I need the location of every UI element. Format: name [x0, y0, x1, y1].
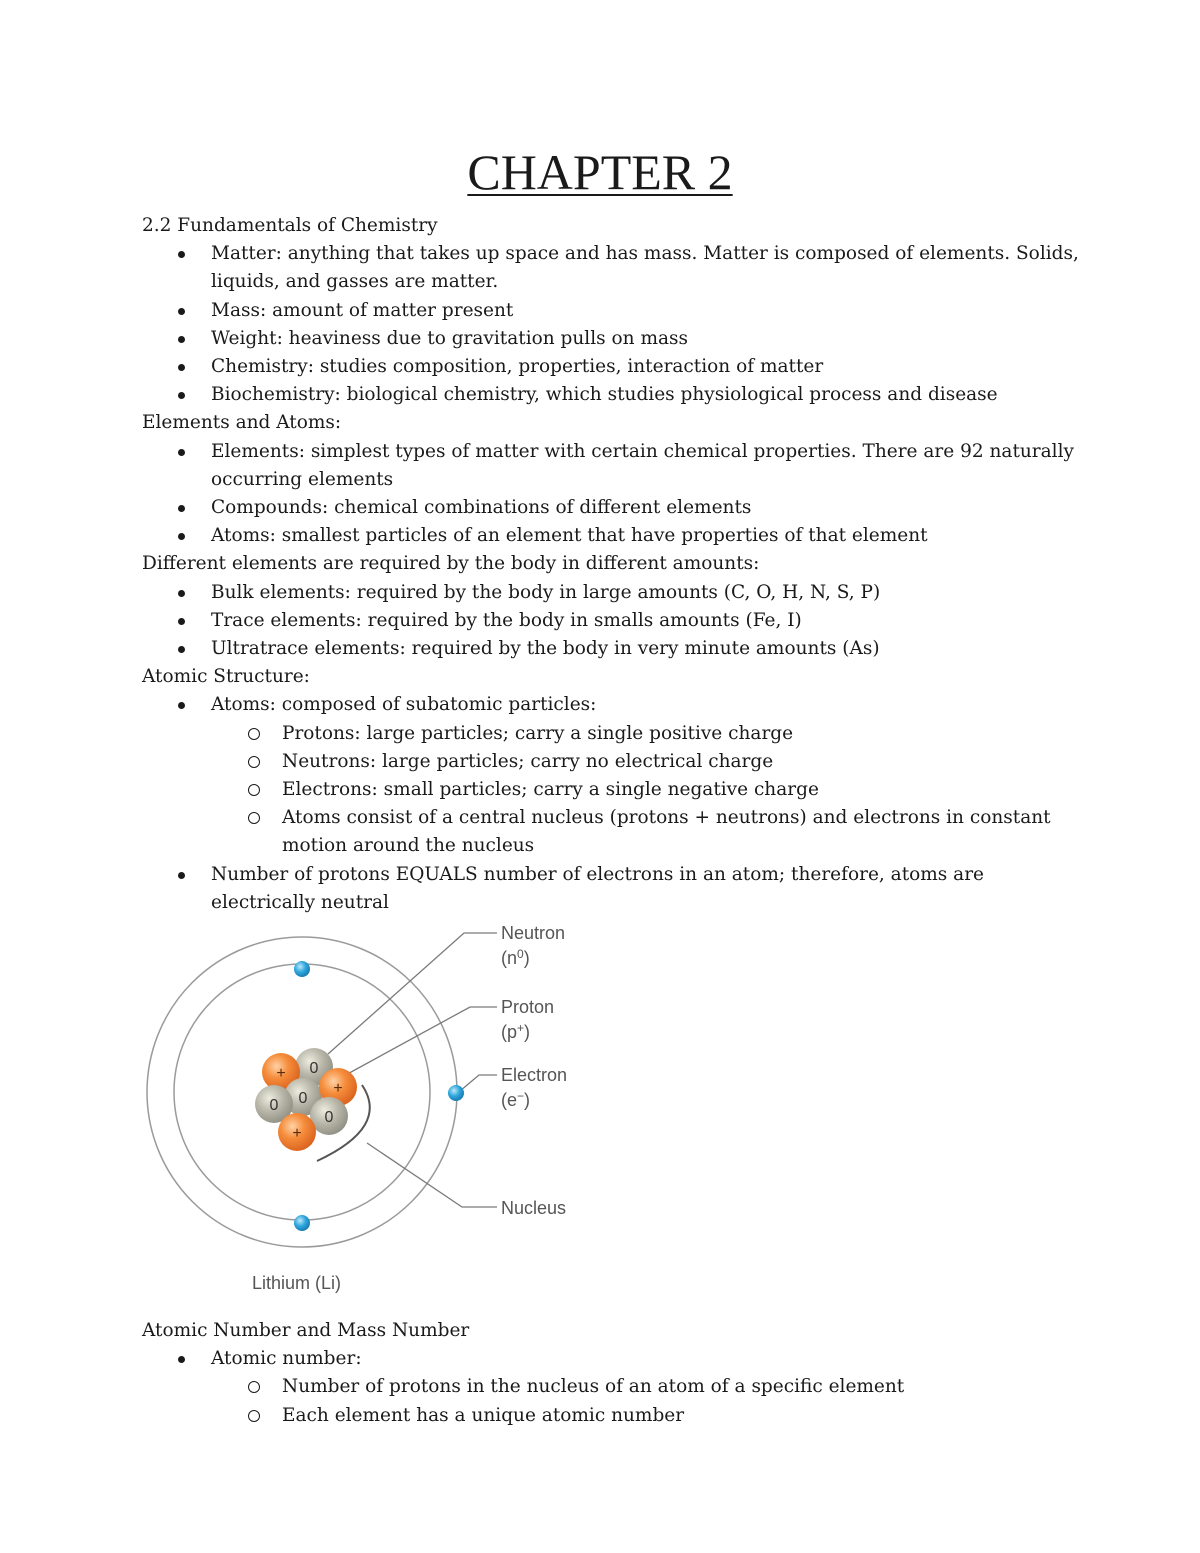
atomic-structure-list — [142, 691, 1082, 917]
list-item-neutral: Number of protons EQUALS number of electrons in an atom; therefore, atoms are electrically neutral — [211, 861, 1082, 917]
section-heading-fundamentals: 2.2 Fundamentals of Chemistry — [142, 215, 438, 236]
nucleus-leader-line — [367, 1143, 497, 1207]
atomic-number-text: Atomic number: — [211, 1348, 362, 1370]
subatomic-list — [211, 720, 1082, 861]
plus-mark-right: + — [333, 1080, 343, 1098]
list-item-weight: Weight: heaviness due to gravitation pulls on mass — [211, 325, 1082, 353]
sub-item-nucleus: Atoms consist of a central nucleus (protons + neutrons) and electrons in constant motion around the nucleus — [282, 804, 1082, 860]
list-item-elements: Elements: simplest types of matter with certain chemical properties. There are 92 naturally occurring elements — [211, 438, 1082, 494]
section-heading-body-requirements: Different elements are required by the body in different amounts: — [142, 553, 760, 575]
sub-item-protons-count: Number of protons in the nucleus of an atom of a specific element — [282, 1373, 1082, 1401]
list-item-chemistry: Chemistry: studies composition, properties, interaction of matter — [211, 353, 1082, 381]
neutron-leader-line — [328, 933, 497, 1054]
zero-mark-right: 0 — [324, 1109, 334, 1127]
electron-right — [448, 1085, 464, 1101]
list-item-biochemistry: Biochemistry: biological chemistry, which studies physiological process and disease — [211, 381, 1082, 409]
nucleus-label: Nucleus — [501, 1198, 567, 1219]
sub-item-neutrons: Neutrons: large particles; carry no electrical charge — [282, 748, 1082, 776]
atomic-number-sublist — [211, 1373, 1082, 1429]
electron-bottom — [294, 1215, 310, 1231]
list-item-bulk: Bulk elements: required by the body in large amounts (C, O, H, N, S, P) — [211, 579, 1082, 607]
list-item-mass: Mass: amount of matter present — [211, 297, 1082, 325]
elements-list — [142, 438, 1082, 551]
sub-item-protons: Protons: large particles; carry a single positive charge — [282, 720, 1082, 748]
atoms-composed-text: Atoms: composed of subatomic particles: — [211, 694, 597, 716]
section-heading-atomic-number: Atomic Number and Mass Number — [142, 1320, 470, 1342]
chapter-title: CHAPTER 2 — [467, 144, 733, 200]
electron-top — [294, 961, 310, 977]
neutron-symbol: $(n^0)$ — [501, 947, 530, 969]
proton-label: Proton — [501, 997, 555, 1018]
electron-label: Electron — [501, 1065, 568, 1086]
sub-item-unique-number: Each element has a unique atomic number — [282, 1402, 1082, 1430]
proton-symbol: (p+) — [501, 1021, 531, 1043]
figure-caption: Lithium (Li) — [252, 1273, 342, 1294]
neutron-label: Neutron — [501, 923, 566, 944]
list-item-atoms: Atoms: smallest particles of an element that have properties of that element — [211, 522, 1082, 550]
plus-mark-left: + — [276, 1065, 286, 1083]
fundamentals-list — [142, 240, 1082, 409]
list-item-compounds: Compounds: chemical combinations of different elements — [211, 494, 1082, 522]
sub-item-electrons: Electrons: small particles; carry a single negative charge — [282, 776, 1082, 804]
zero-mark-center: 0 — [298, 1090, 308, 1108]
list-item-atomic-number — [211, 1345, 1082, 1430]
list-item-ultratrace: Ultratrace elements: required by the body in very minute amounts (As) — [211, 635, 1082, 663]
lithium-atom-figure — [142, 917, 1082, 1317]
list-item-atoms-composed — [211, 691, 1082, 860]
electron-symbol: (e−) — [501, 1089, 531, 1111]
electron-leader-line — [460, 1075, 497, 1091]
section-heading-atomic-structure: Atomic Structure: — [142, 666, 310, 688]
zero-mark-left: 0 — [269, 1097, 279, 1115]
plus-mark-bottom: + — [292, 1125, 302, 1143]
list-item-trace: Trace elements: required by the body in smalls amounts (Fe, I) — [211, 607, 1082, 635]
body-requirements-list — [142, 579, 1082, 664]
zero-mark-top: 0 — [309, 1060, 319, 1078]
lithium-atom-diagram — [142, 917, 592, 1317]
list-item-matter: Matter: anything that takes up space and has mass. Matter is composed of elements. Solids, liquids, and gasses are matter. — [211, 240, 1082, 296]
nucleus — [255, 1048, 357, 1151]
atomic-number-list — [142, 1345, 1082, 1430]
document-body — [142, 212, 1082, 1430]
section-heading-elements: Elements and Atoms: — [142, 412, 342, 434]
